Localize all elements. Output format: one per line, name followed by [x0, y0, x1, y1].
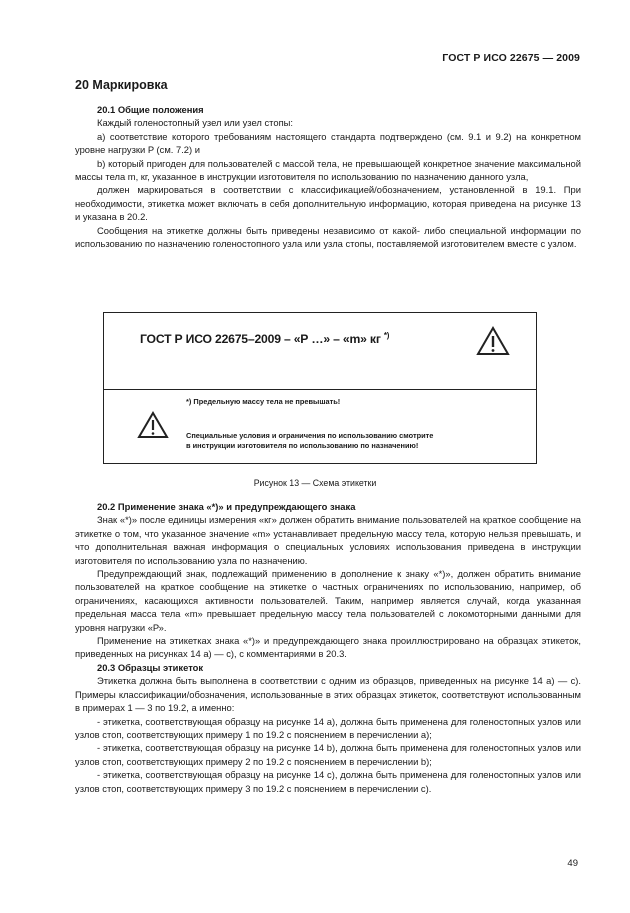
warning-triangle-icon	[137, 411, 169, 439]
label-special-conditions-note	[186, 431, 433, 451]
warning-triangle-icon	[476, 326, 510, 356]
label-limit-note: *) Предельную массу тела не превышать!	[186, 397, 341, 406]
paragraph: Применение на этикетках знака «*)» и предупреждающего знака проиллюстрировано на образцах этикеток, приведенных на рисунках 14 а) — с), с комментариями в 20.3.	[75, 635, 581, 660]
label-divider	[104, 389, 536, 390]
paragraph: должен маркироваться в соответствии с классификацией/обозначением, установленной в 19.1. При необходимости, этикетка может включать в себя дополнительную информацию, которая приведена на рисунке 13 и указана в 20.2.	[75, 184, 581, 223]
section-title: 20 Маркировка	[75, 78, 168, 92]
page-number: 49	[567, 858, 578, 869]
paragraph: Этикетка должна быть выполнена в соответствии с одним из образцов, приведенных на рисунке 14 а) — с). Примеры классификации/обозначения, использованные в этих образцах этикеток, соответствуют использованным в примерах 1 — 3 по 19.2, а именно:	[75, 675, 581, 714]
paragraph: Предупреждающий знак, подлежащий применению в дополнение к знаку «*)», должен обратить внимание пользователей на краткое сообщение на этикетке о частных ограничениях по использованию, например, об ограничениях, касающихся активности пользователей. Таким, например является случай, когда указанная предельная масса тела «m» превышает предельную массу тела пользователей с локомоторными данными для уровня нагрузки «Р».	[75, 568, 581, 633]
section-20-1	[75, 103, 581, 250]
label-main-text: ГОСТ Р ИСО 22675–2009 – «Р …» – «m» кг	[140, 332, 381, 347]
paragraph: Каждый голеностопный узел или узел стопы:	[97, 117, 293, 129]
note-line: в инструкции изготовителя по использованию по назначению!	[186, 441, 419, 450]
subsection-title: 20.3 Образцы этикеток	[97, 661, 204, 673]
label-asterisk-mark: *)	[383, 331, 390, 340]
label-designation	[140, 331, 389, 346]
paragraph: Знак «*)» после единицы измерения «кг» должен обратить внимание пользователей на краткое сообщение на этикетке о том, что указанное значение «m» устанавливает предельную массу тела, которую нельзя превышать, и что дополнительная важная информация о специальных условиях использования приведена в инструкции изготовителя по использованию узла по назначению.	[75, 514, 581, 566]
paragraph: - этикетка, соответствующая образцу на рисунке 14 b), должна быть применена для голеностопных узлов или узлов стоп, соответствующих примеру 2 по 19.2 с пояснением в перечислении b);	[75, 742, 581, 767]
document-header: ГОСТ Р ИСО 22675 — 2009	[442, 52, 580, 64]
paragraph: - этикетка, соответствующая образцу на рисунке 14 а), должна быть применена для голеностопных узлов или узлов стоп, соответствующих примеру 1 по 19.2 с пояснением в перечислении а);	[75, 715, 581, 740]
paragraph: b) который пригоден для пользователей с массой тела, не превышающей конкретное значение максимальной массы тела m, кг, указанное в инструкции изготовителя по использованию по назначению данного узла,	[75, 157, 581, 183]
section-20-2	[75, 500, 581, 795]
note-line: Специальные условия и ограничения по использованию смотрите	[186, 431, 434, 440]
label-figure	[103, 312, 537, 464]
subsection-title: 20.2 Применение знака «*)» и предупреждающего знака	[97, 501, 356, 512]
paragraph: Сообщения на этикетке должны быть приведены независимо от какой- либо специальной информации по использованию по назначению голеностопного узла или узла стопы, поставляемой изготовителем вместе с узлом.	[75, 224, 581, 250]
paragraph: - этикетка, соответствующая образцу на рисунке 14 с), должна быть применена для голеностопных узлов или узлов стоп, соответствующих примеру 3 по 19.2 с пояснением в перечислении с).	[75, 769, 581, 794]
figure-caption: Рисунок 13 — Схема этикетки	[253, 478, 377, 488]
paragraph: а) соответствие которого требованиям настоящего стандарта подтверждено (см. 9.1 и 9.2) на конкретном уровне нагрузки P (см. 7.2) и	[75, 130, 581, 156]
subsection-title: 20.1 Общие положения	[97, 104, 204, 115]
